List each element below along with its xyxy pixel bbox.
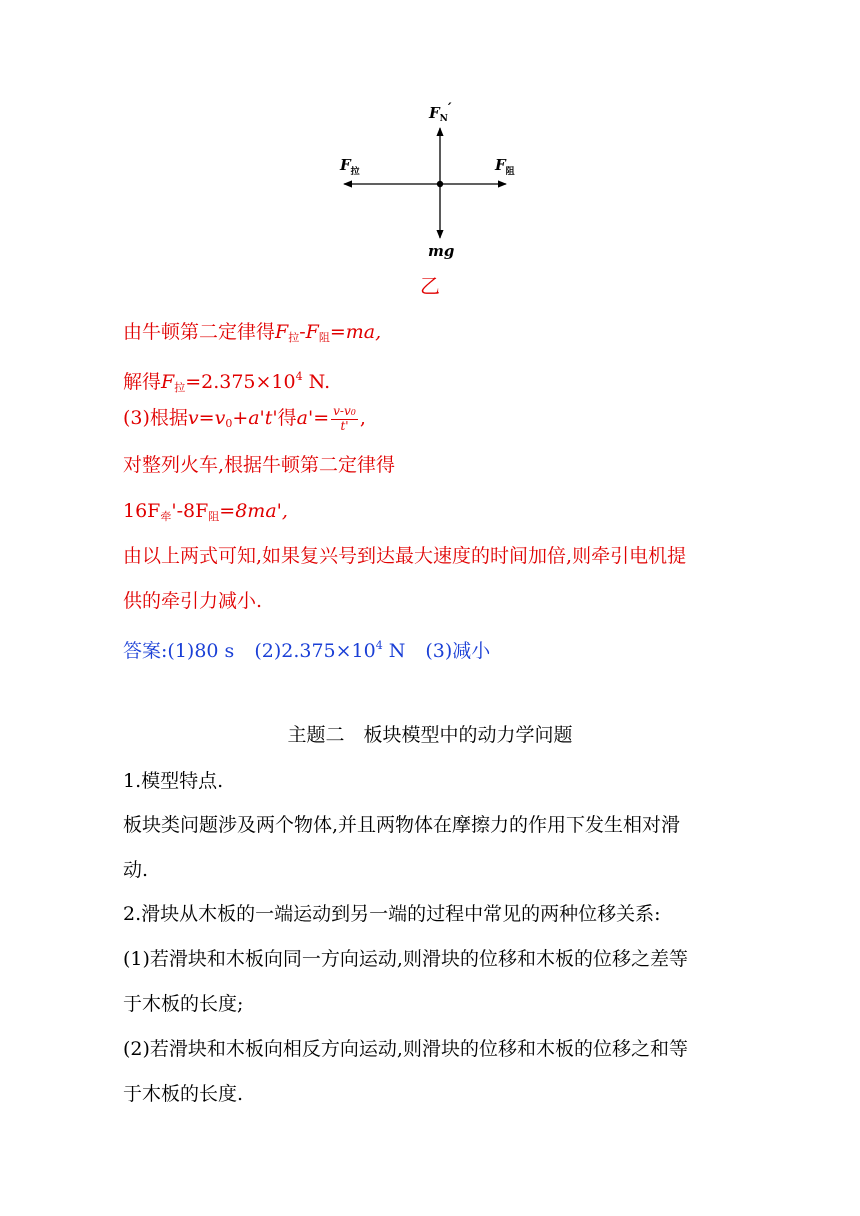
solution-line-6: 由以上两式可知,如果复兴号到达最大速度的时间加倍,则牵引电机提 — [123, 545, 687, 567]
solution-line-5: $16F_牵'-8F_阻=8ma'$, — [123, 500, 288, 523]
label-fn: $F_N'$ — [429, 101, 452, 124]
answer-label: 答案 — [123, 640, 162, 662]
fraction: $\frac{v-v0}{t'}$ — [333, 404, 356, 433]
solution-line-3: (3)根据$v=v_0+a't'$得a'= $\frac{v-v0}{t'}$ , — [123, 404, 366, 433]
paragraph-3: 动. — [123, 859, 149, 881]
paragraph-7: (2)若滑块和木板向相反方向运动,则滑块的位移和木板的位移之和等 — [123, 1038, 688, 1060]
label-mg: mg — [428, 242, 455, 260]
diagram-caption: 乙 — [420, 274, 440, 298]
solution-line-2: 解得$F_拉=2.375\times 10^4$ N. — [123, 370, 331, 394]
label-f-zu: $F_阻$ — [495, 156, 515, 177]
paragraph-2: 板块类问题涉及两个物体,并且两物体在摩擦力的作用下发生相对滑 — [123, 814, 681, 836]
solution-line-4: 对整列火车,根据牛顿第二定律得 — [123, 454, 396, 476]
solution-line-7: 供的牵引力减小. — [123, 590, 263, 612]
center-dot — [437, 181, 443, 187]
solution-line-1: 由牛顿第二定律得$F_拉-F_阻=ma$, — [123, 321, 382, 344]
label-f-la: $F_拉$ — [340, 156, 360, 177]
answer-line: 答案:(1)80 s $(2)2.375\times 10^4$ N (3)减小 — [123, 639, 491, 662]
paragraph-6: 于木板的长度; — [123, 993, 244, 1015]
paragraph-5: (1)若滑块和木板向同一方向运动,则滑块的位移和木板的位移之差等 — [123, 948, 688, 970]
section-heading: 主题二 板块模型中的动力学问题 — [287, 724, 573, 746]
paragraph-1: 1.模型特点. — [123, 770, 224, 792]
paragraph-8: 于木板的长度. — [123, 1083, 244, 1105]
paragraph-4: 2.滑块从木板的一端运动到另一端的过程中常见的两种位移关系: — [123, 903, 661, 925]
force-diagram — [330, 96, 530, 296]
